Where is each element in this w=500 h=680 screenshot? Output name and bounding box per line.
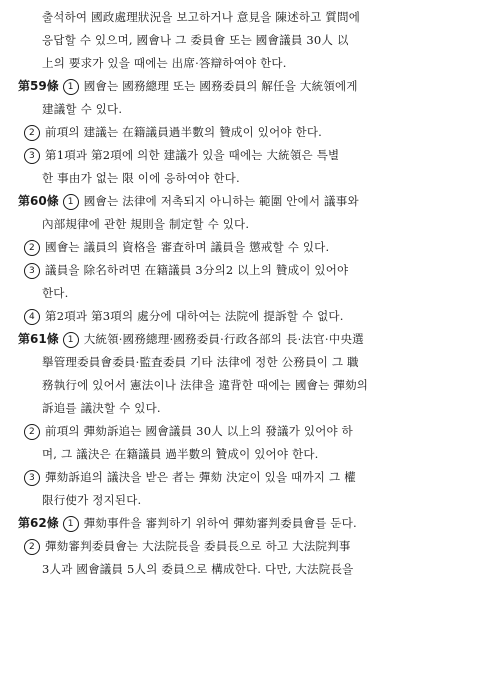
paragraph-number: 1 [63, 79, 79, 95]
text-line [18, 75, 488, 98]
paragraph-number: 2 [24, 539, 40, 555]
text-line [18, 374, 488, 397]
text-line [18, 167, 488, 190]
article-heading: 第61條 [18, 332, 59, 346]
line-text: 3人과 國會議員 5人의 委員으로 構成한다. 다만, 大法院長을 [42, 562, 354, 576]
text-line [18, 121, 488, 144]
line-text: 응답할 수 있으며, 國會나 그 委員會 또는 國會議員 30人 以 [42, 33, 349, 47]
text-line [18, 29, 488, 52]
article-heading: 第62條 [18, 516, 59, 530]
paragraph-number: 3 [24, 148, 40, 164]
text-line [18, 512, 488, 535]
text-line [18, 190, 488, 213]
line-text: 內部規律에 관한 規則을 制定할 수 있다. [42, 217, 250, 231]
text-line [18, 52, 488, 75]
text-line [18, 535, 488, 558]
text-line [18, 98, 488, 121]
line-text: 彈劾訴追의 議決을 받은 者는 彈劾 決定이 있을 때까지 그 權 [45, 470, 356, 484]
line-text: 上의 要求가 있을 때에는 出席·答辯하여야 한다. [42, 56, 287, 70]
article-heading: 第60條 [18, 194, 59, 208]
line-text: 한 事由가 없는 限 이에 응하여야 한다. [42, 171, 240, 185]
paragraph-number: 3 [24, 263, 40, 279]
text-line [18, 236, 488, 259]
text-line [18, 397, 488, 420]
line-text: 訴追를 議決할 수 있다. [42, 401, 161, 415]
text-line [18, 144, 488, 167]
line-text: 擧管理委員會委員·監査委員 기타 法律에 정한 公務員이 그 職 [42, 355, 359, 369]
line-text: 國會는 國務總理 또는 國務委員의 解任을 大統領에게 [83, 79, 358, 93]
text-line [18, 420, 488, 443]
text-line [18, 6, 488, 29]
text-line [18, 259, 488, 282]
line-text: 務執行에 있어서 憲法이나 法律을 違背한 때에는 國會는 彈劾의 [42, 378, 369, 392]
text-line [18, 305, 488, 328]
line-text: 議員을 除名하려면 在籍議員 3分의2 以上의 贊成이 있어야 [45, 263, 349, 277]
line-text: 限行使가 정지된다. [42, 493, 142, 507]
line-text: 며, 그 議決은 在籍議員 過半數의 贊成이 있어야 한다. [42, 447, 319, 461]
line-text: 彈劾審判委員會는 大法院長을 委員長으로 하고 大法院判事 [45, 539, 351, 553]
line-text: 國會는 議員의 資格을 審査하며 議員을 懲戒할 수 있다. [45, 240, 330, 254]
text-line [18, 351, 488, 374]
paragraph-number: 1 [63, 516, 79, 532]
line-text: 한다. [42, 286, 69, 300]
text-line [18, 328, 488, 351]
line-text: 國會는 法律에 저촉되지 아니하는 範圍 안에서 議事와 [83, 194, 359, 208]
line-text: 建議할 수 있다. [42, 102, 123, 116]
line-text: 第2項과 第3項의 處分에 대하여는 法院에 提訴할 수 없다. [45, 309, 344, 323]
paragraph-number: 3 [24, 470, 40, 486]
text-line [18, 443, 488, 466]
paragraph-number: 2 [24, 424, 40, 440]
paragraph-number: 1 [63, 332, 79, 348]
line-text: 大統領·國務總理·國務委員·行政各部의 長·法官·中央選 [83, 332, 364, 346]
paragraph-number: 4 [24, 309, 40, 325]
line-text: 출석하여 國政處理狀況을 보고하거나 意見을 陳述하고 質問에 [42, 10, 361, 24]
text-line [18, 558, 488, 581]
text-line [18, 213, 488, 236]
text-line [18, 466, 488, 489]
line-text: 彈劾事件을 審判하기 위하여 彈劾審判委員會를 둔다. [83, 516, 357, 530]
line-text: 前項의 彈劾訴追는 國會議員 30人 以上의 發議가 있어야 하 [45, 424, 353, 438]
article-heading: 第59條 [18, 79, 59, 93]
text-line [18, 489, 488, 512]
paragraph-number: 2 [24, 240, 40, 256]
text-line [18, 282, 488, 305]
line-text: 前項의 建議는 在籍議員過半數의 贊成이 있어야 한다. [45, 125, 323, 139]
line-text: 第1項과 第2項에 의한 建議가 있을 때에는 大統領은 특별 [45, 148, 340, 162]
paragraph-number: 1 [63, 194, 79, 210]
paragraph-number: 2 [24, 125, 40, 141]
